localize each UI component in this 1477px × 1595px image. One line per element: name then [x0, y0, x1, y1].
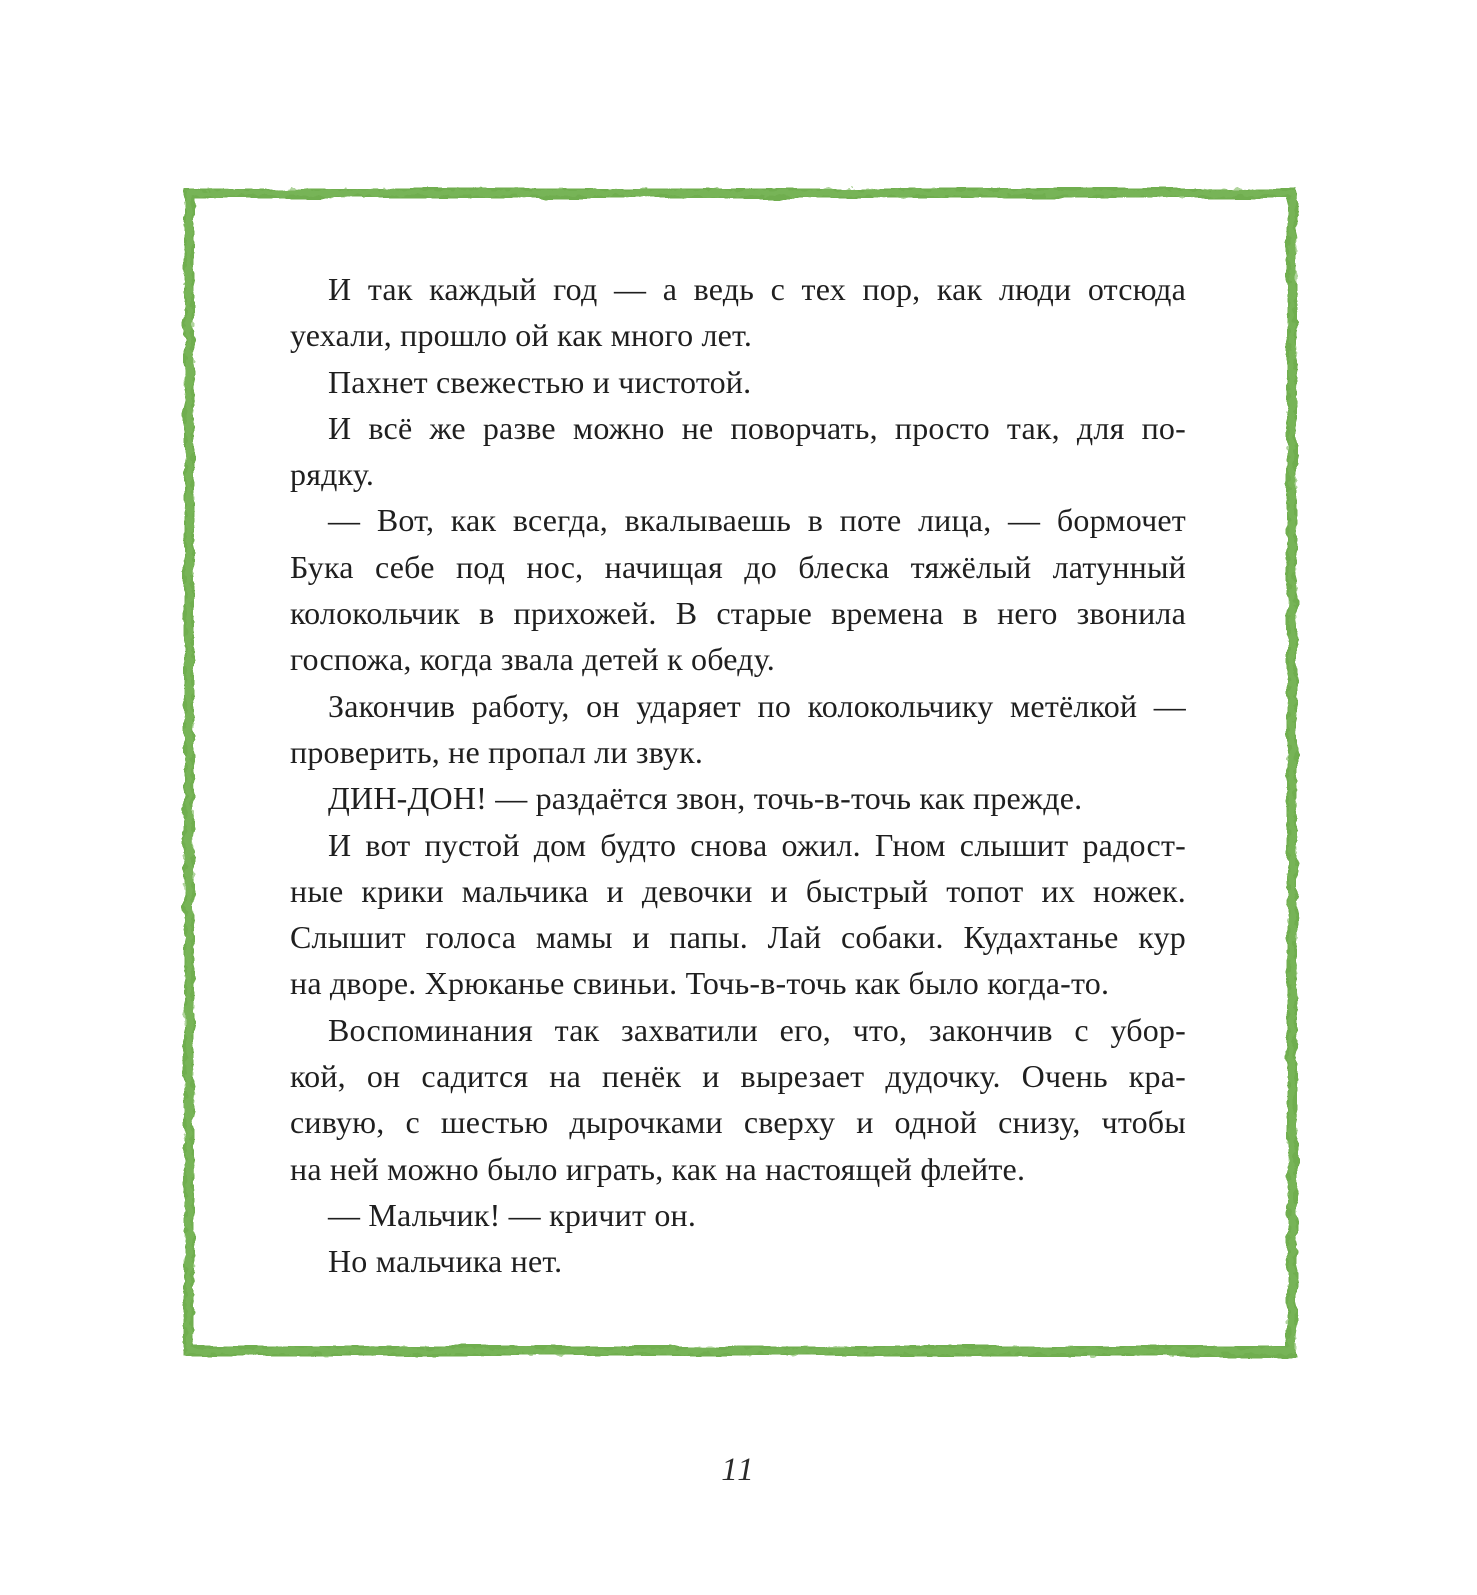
text-line: проверить, не пропал ли звук. — [290, 733, 704, 770]
text-line: сивую, с шестью дырочками сверху и одной снизу, чтобы — [290, 1104, 1186, 1141]
text-line: И всё же разве можно не поворчать, просто так, для по- — [328, 409, 1186, 446]
text-line: на дворе. Хрюканье свиньи. Точь-в-точь как было когда-то. — [290, 965, 1110, 1002]
page-number: 11 — [721, 1452, 756, 1488]
text-line: Слышит голоса мамы и папы. Лай собаки. Кудахтанье кур — [290, 919, 1186, 956]
text-line: на ней можно было играть, как на настоящей флейте. — [290, 1150, 1026, 1187]
text-line: Но мальчика нет. — [328, 1243, 563, 1280]
text-line: ные крики мальчика и девочки и быстрый топот их ножек. — [290, 872, 1186, 909]
text-line: И так каждый год — а ведь с тех пор, как люди отсюда — [328, 271, 1186, 307]
text-line: колокольчик в прихожей. В старые времена в него звонила — [290, 595, 1186, 632]
text-line: рядку. — [290, 456, 375, 493]
text-line: Бука себе под нос, начищая до блеска тяжёлый латунный — [290, 548, 1186, 585]
text-line: — Мальчик! — кричит он. — [328, 1196, 697, 1233]
text-line: Пахнет свежестью и чистотой. — [328, 363, 752, 400]
text-line: уехали, прошло ой как много лет. — [290, 317, 753, 354]
text-line: — Вот, как всегда, вкалываешь в поте лица, — бормочет — [328, 502, 1186, 539]
text-line: И вот пустой дом будто снова ожил. Гном слышит радост- — [328, 826, 1186, 863]
text-line: ДИН-ДОН! — раздаётся звон, точь-в-точь как прежде. — [328, 780, 1083, 817]
story-text — [290, 266, 1186, 1285]
text-line: кой, он садится на пенёк и вырезает дудочку. Очень кра- — [290, 1058, 1186, 1095]
text-line: госпожа, когда звала детей к обеду. — [290, 641, 775, 678]
text-line: Воспоминания так захватили его, что, закончив с убор- — [328, 1011, 1186, 1048]
text-line: Закончив работу, он ударяет по колокольчику метёлкой — — [328, 687, 1186, 724]
